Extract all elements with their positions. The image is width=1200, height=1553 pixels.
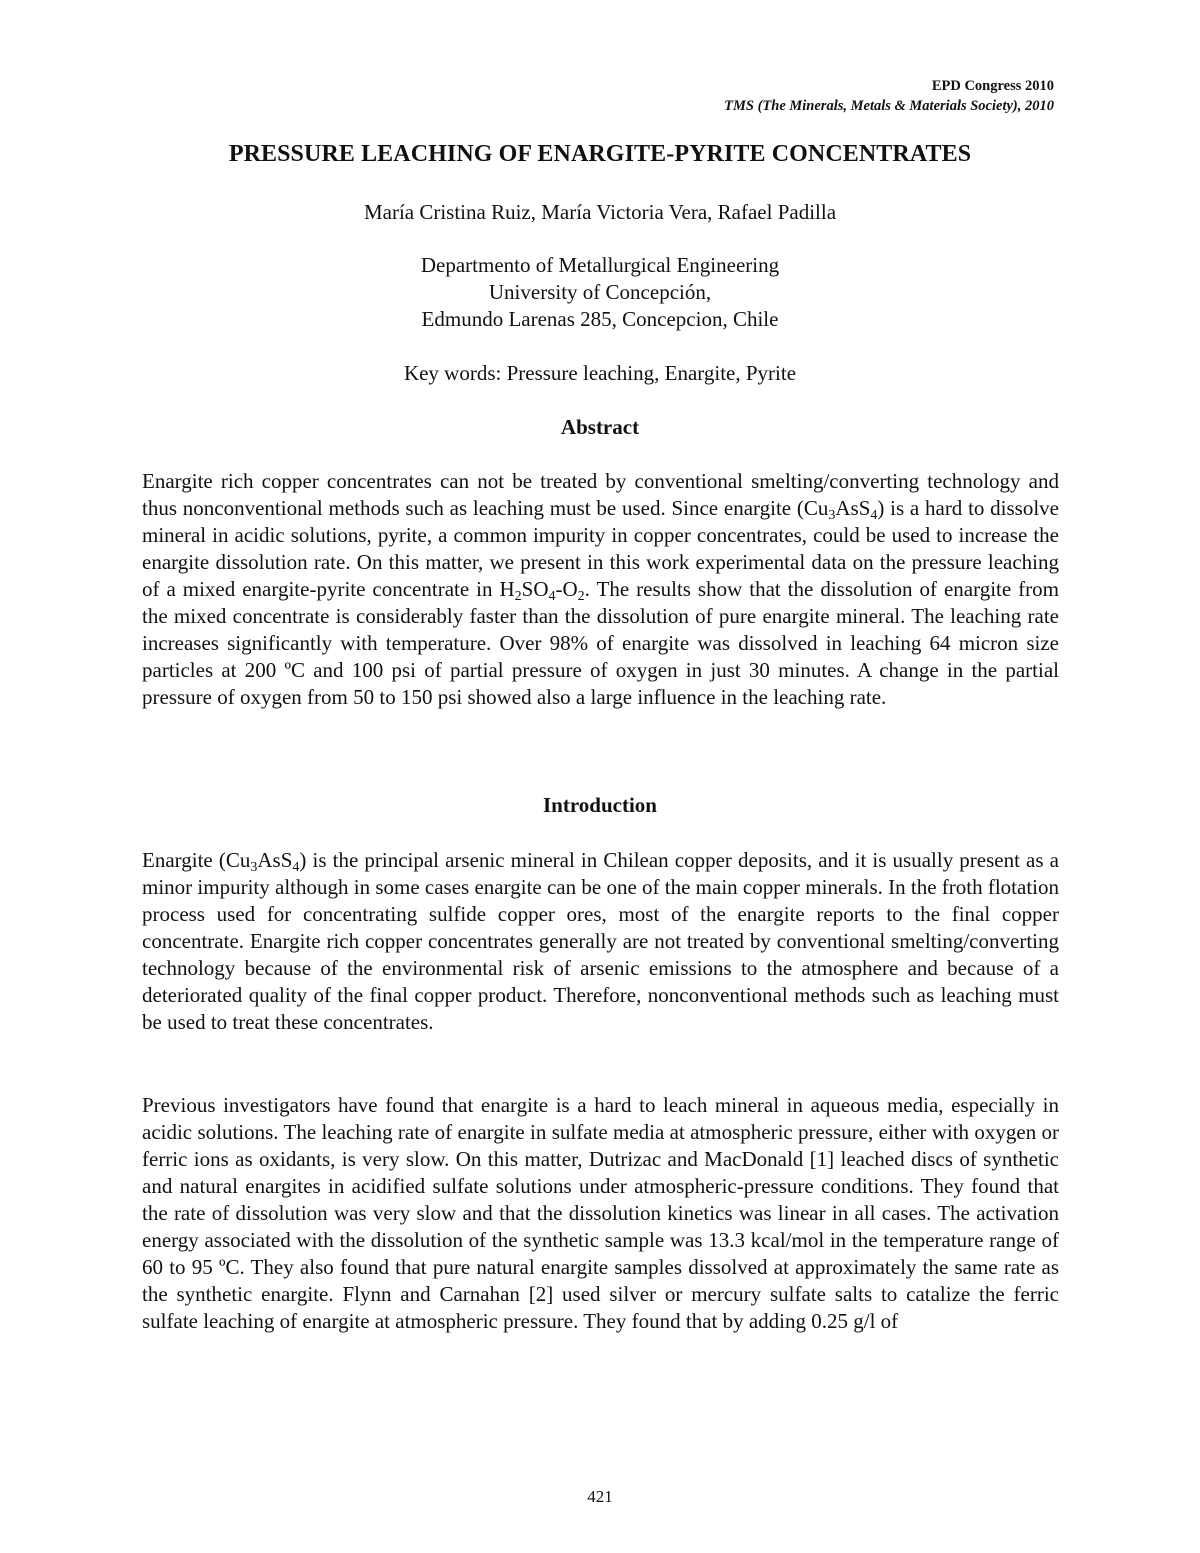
affiliation-university: University of Concepción, [488, 280, 712, 304]
page-number: 421 [587, 1487, 613, 1506]
abstract-paragraph: Enargite rich copper concentrates can not be treated by conventional smelting/converting technology and thus nonconventional methods such as leaching must be used. Since enargite $(Cu_3AsS_4)$ is a hard to dissolve mineral in acidic solutions, pyrite, a common impurity in copper concentrates, could be used to increase the enargite dissolution rate. On this matter, we present in this work experimental data on the pressure leaching of a mixed enargite-pyrite concentrate in $H_2SO_4-O_2$. The results show that the dissolution of enargite from the mixed concentrate is considerably faster than the dissolution of pure enargite mineral. The leaching rate increases significantly with temperature. Over 98% of enargite was dissolved in leaching 64 micron size particles at 200 ºC and 100 psi of partial pressure of oxygen in just 30 minutes. A change in the partial pressure of oxygen from 50 to 150 psi showed also a large influence in the leaching rate. [142, 469, 1059, 709]
abstract-heading: Abstract [560, 415, 640, 439]
introduction-paragraph-1: Enargite $(Cu_3AsS_4)$ is the principal arsenic mineral in Chilean copper deposits, and it is usually present as a minor impurity although in some cases enargite can be one of the main copper minerals. In the froth flotation process used for concentrating sulfide copper ores, most of the enargite reports to the final copper concentrate. Enargite rich copper concentrates generally are not treated by conventional smelting/converting technology because of the environmental risk of arsenic emissions to the atmosphere and because of a deteriorated quality of the final copper product. Therefore, nonconventional methods such as leaching must be used to treat these concentrates. [142, 848, 1059, 1034]
introduction-heading: Introduction [543, 793, 657, 817]
paper-title: PRESSURE LEACHING OF ENARGITE-PYRITE CONCENTRATES [228, 141, 972, 167]
affiliation-department: Departmento of Metallurgical Engineering [420, 253, 780, 277]
affiliation [0, 252, 1200, 333]
running-header [724, 76, 1054, 116]
affiliation-address: Edmundo Larenas 285, Concepcion, Chile [421, 307, 779, 331]
keywords: Key words: Pressure leaching, Enargite, Pyrite [403, 361, 797, 385]
author-list: María Cristina Ruiz, María Victoria Vera, Rafael Padilla [363, 200, 837, 224]
publisher-line: TMS (The Minerals, Metals & Materials Society), 2010 [724, 98, 1054, 114]
introduction-paragraph-2: Previous investigators have found that enargite is a hard to leach mineral in aqueous media, especially in acidic solutions. The leaching rate of enargite in sulfate media at atmospheric pressure, either with oxygen or ferric ions as oxidants, is very slow. On this matter, Dutrizac and MacDonald [1] leached discs of synthetic and natural enargites in acidified sulfate solutions under atmospheric-pressure conditions. They found that the rate of dissolution was very slow and that the dissolution kinetics was linear in all cases. The activation energy associated with the dissolution of the synthetic sample was 13.3 kcal/mol in the temperature range of 60 to 95 ºC. They also found that pure natural enargite samples dissolved at approximately the same rate as the synthetic enargite. Flynn and Carnahan [2] used silver or mercury sulfate salts to catalize the ferric sulfate leaching of enargite at atmospheric pressure. They found that by adding 0.25 g/l of [142, 1093, 1059, 1333]
conference-name: EPD Congress 2010 [931, 78, 1054, 94]
